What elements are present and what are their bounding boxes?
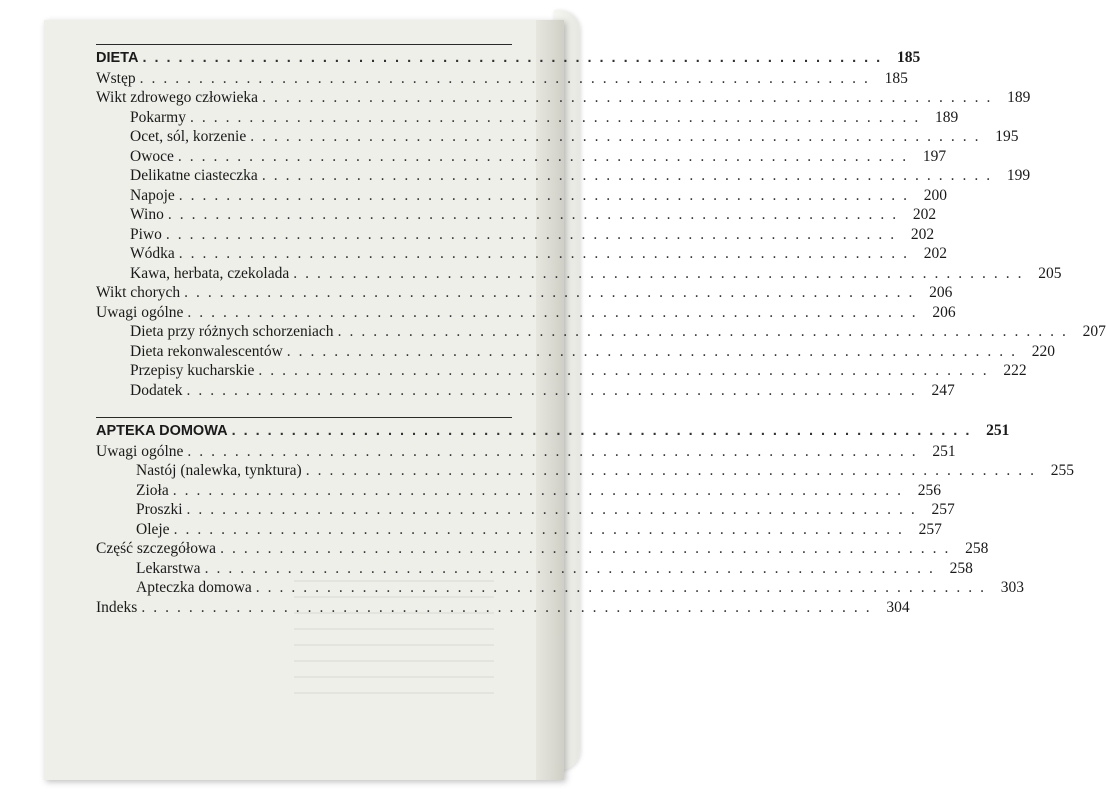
entry-label: Owoce: [130, 147, 174, 165]
dot-leader: ..............................................................: [186, 501, 923, 518]
dot-leader: ..............................................................: [261, 167, 999, 184]
dot-leader: ..............................................................: [189, 108, 927, 126]
entry-label: Wstęp: [96, 69, 136, 87]
page-number: 251: [986, 422, 1010, 439]
dot-leader: ..............................................................: [178, 245, 916, 262]
toc-entry: [96, 108, 959, 128]
dot-leader: ..............................................................: [250, 128, 987, 145]
page-number: 202: [923, 245, 948, 262]
section-title: APTEKA DOMOWA: [96, 423, 228, 439]
page-number: 199: [1006, 167, 1031, 184]
page-number: 197: [922, 147, 947, 165]
dot-leader: ..............................................................: [184, 284, 921, 301]
toc-entry: [96, 559, 973, 579]
toc-entry: [96, 244, 948, 264]
page-number: 206: [932, 303, 956, 321]
section-heading-dieta: [96, 48, 921, 69]
page-number: 206: [929, 284, 953, 301]
dot-leader: ..............................................................: [167, 206, 905, 223]
section-entries-apteka-domowa: [96, 442, 1074, 618]
entry-label: Napoje: [130, 186, 175, 204]
dot-leader: ..............................................................: [305, 462, 1042, 479]
entry-label: Dodatek: [130, 381, 183, 399]
entry-label: Pokarmy: [130, 108, 186, 126]
toc-entry: [96, 69, 908, 89]
toc-entry: [96, 225, 935, 245]
entry-label: Delikatne ciasteczka: [130, 167, 258, 184]
page-number: 257: [918, 520, 942, 538]
section-rule: [96, 417, 512, 418]
toc-entry: [96, 481, 941, 501]
page-number: 258: [965, 540, 989, 557]
toc-entry: [96, 361, 1027, 381]
page-number: 247: [931, 381, 955, 399]
toc-entry: [96, 322, 1106, 342]
dot-leader: ..............................................................: [178, 186, 916, 204]
page-number: 195: [995, 128, 1019, 145]
toc-entry: [96, 186, 948, 206]
page-number: 207: [1082, 323, 1106, 340]
toc-entry: [96, 205, 937, 225]
page-number: 185: [896, 49, 921, 66]
entry-label: Przepisy kucharskie: [130, 362, 255, 379]
toc-entry: [96, 127, 1019, 147]
page-number: 202: [912, 206, 937, 223]
page-number: 251: [932, 442, 956, 460]
toc-entry: [96, 147, 947, 167]
entry-label: Wikt zdrowego człowieka: [96, 89, 259, 106]
dot-leader: ..............................................................: [255, 579, 993, 596]
entry-label: Część szczegółowa: [96, 540, 217, 557]
page-number: 258: [949, 559, 973, 577]
toc-entry: [96, 283, 953, 303]
dot-leader: ..............................................................: [177, 147, 915, 165]
entry-label: Wódka: [130, 245, 175, 262]
entry-label: Indeks: [96, 598, 138, 616]
table-of-contents: [96, 44, 1106, 617]
dot-leader: ..............................................................: [142, 50, 889, 66]
section-heading-apteka-domowa: [96, 421, 1010, 442]
toc-entry: [96, 166, 1031, 186]
dot-leader: ..............................................................: [258, 362, 995, 379]
dot-leader: ..............................................................: [172, 481, 909, 499]
dot-leader: ..............................................................: [293, 264, 1030, 282]
entry-label: Piwo: [130, 225, 162, 243]
entry-label: Wino: [130, 206, 164, 223]
dot-leader: ..............................................................: [173, 520, 910, 538]
entry-label: Wikt chorych: [96, 284, 181, 301]
page-number: 257: [931, 501, 955, 518]
dot-leader: ..............................................................: [262, 89, 999, 106]
toc-entry: [96, 598, 910, 618]
dot-leader: ..............................................................: [187, 303, 924, 321]
toc-entry: [96, 578, 1025, 598]
entry-label: Oleje: [136, 520, 170, 538]
toc-entry: [96, 264, 1062, 284]
toc-entry: [96, 88, 1031, 108]
dot-leader: ..............................................................: [286, 342, 1024, 360]
page-number: 189: [1007, 89, 1031, 106]
toc-entry: [96, 539, 989, 559]
page-number: 222: [1003, 362, 1027, 379]
section-entries-dieta: [96, 69, 1106, 401]
toc-entry: [96, 342, 1056, 362]
entry-label: Nastój (nalewka, tynktura): [136, 462, 302, 479]
dot-leader: ..............................................................: [204, 559, 941, 577]
toc-entry: [96, 461, 1074, 481]
section-title: DIETA: [96, 50, 139, 66]
page-number: 205: [1038, 264, 1062, 282]
entry-label: Uwagi ogólne: [96, 303, 184, 321]
dot-leader: ..............................................................: [139, 69, 876, 87]
entry-label: Apteczka domowa: [136, 579, 252, 596]
entry-label: Uwagi ogólne: [96, 442, 184, 460]
entry-label: Dieta przy różnych schorzeniach: [130, 323, 334, 340]
toc-entry: [96, 442, 956, 462]
page-number: 304: [886, 598, 910, 616]
entry-label: Zioła: [136, 481, 169, 499]
toc-entry: [96, 381, 955, 401]
toc-entry: [96, 500, 955, 520]
dot-leader: ..............................................................: [186, 381, 923, 399]
page-number: 220: [1031, 342, 1056, 360]
page-number: 303: [1000, 579, 1025, 596]
section-rule: [96, 44, 512, 45]
page-number: 200: [923, 186, 948, 204]
page-number: 256: [917, 481, 941, 499]
dot-leader: ..............................................................: [337, 323, 1074, 340]
entry-label: Proszki: [136, 501, 183, 518]
page-number: 255: [1050, 462, 1074, 479]
dot-leader: ..............................................................: [141, 598, 878, 616]
dot-leader: ..............................................................: [165, 225, 903, 243]
entry-label: Kawa, herbata, czekolada: [130, 264, 290, 282]
dot-leader: ..............................................................: [231, 423, 978, 439]
page-number: 185: [884, 69, 908, 87]
toc-entry: [96, 303, 956, 323]
dot-leader: ..............................................................: [187, 442, 924, 460]
page-number: 189: [934, 108, 959, 126]
entry-label: Dieta rekonwalescentów: [130, 342, 283, 360]
page-number: 202: [910, 225, 935, 243]
dot-leader: ..............................................................: [220, 540, 957, 557]
toc-entry: [96, 520, 942, 540]
entry-label: Lekarstwa: [136, 559, 201, 577]
entry-label: Ocet, sól, korzenie: [130, 128, 247, 145]
